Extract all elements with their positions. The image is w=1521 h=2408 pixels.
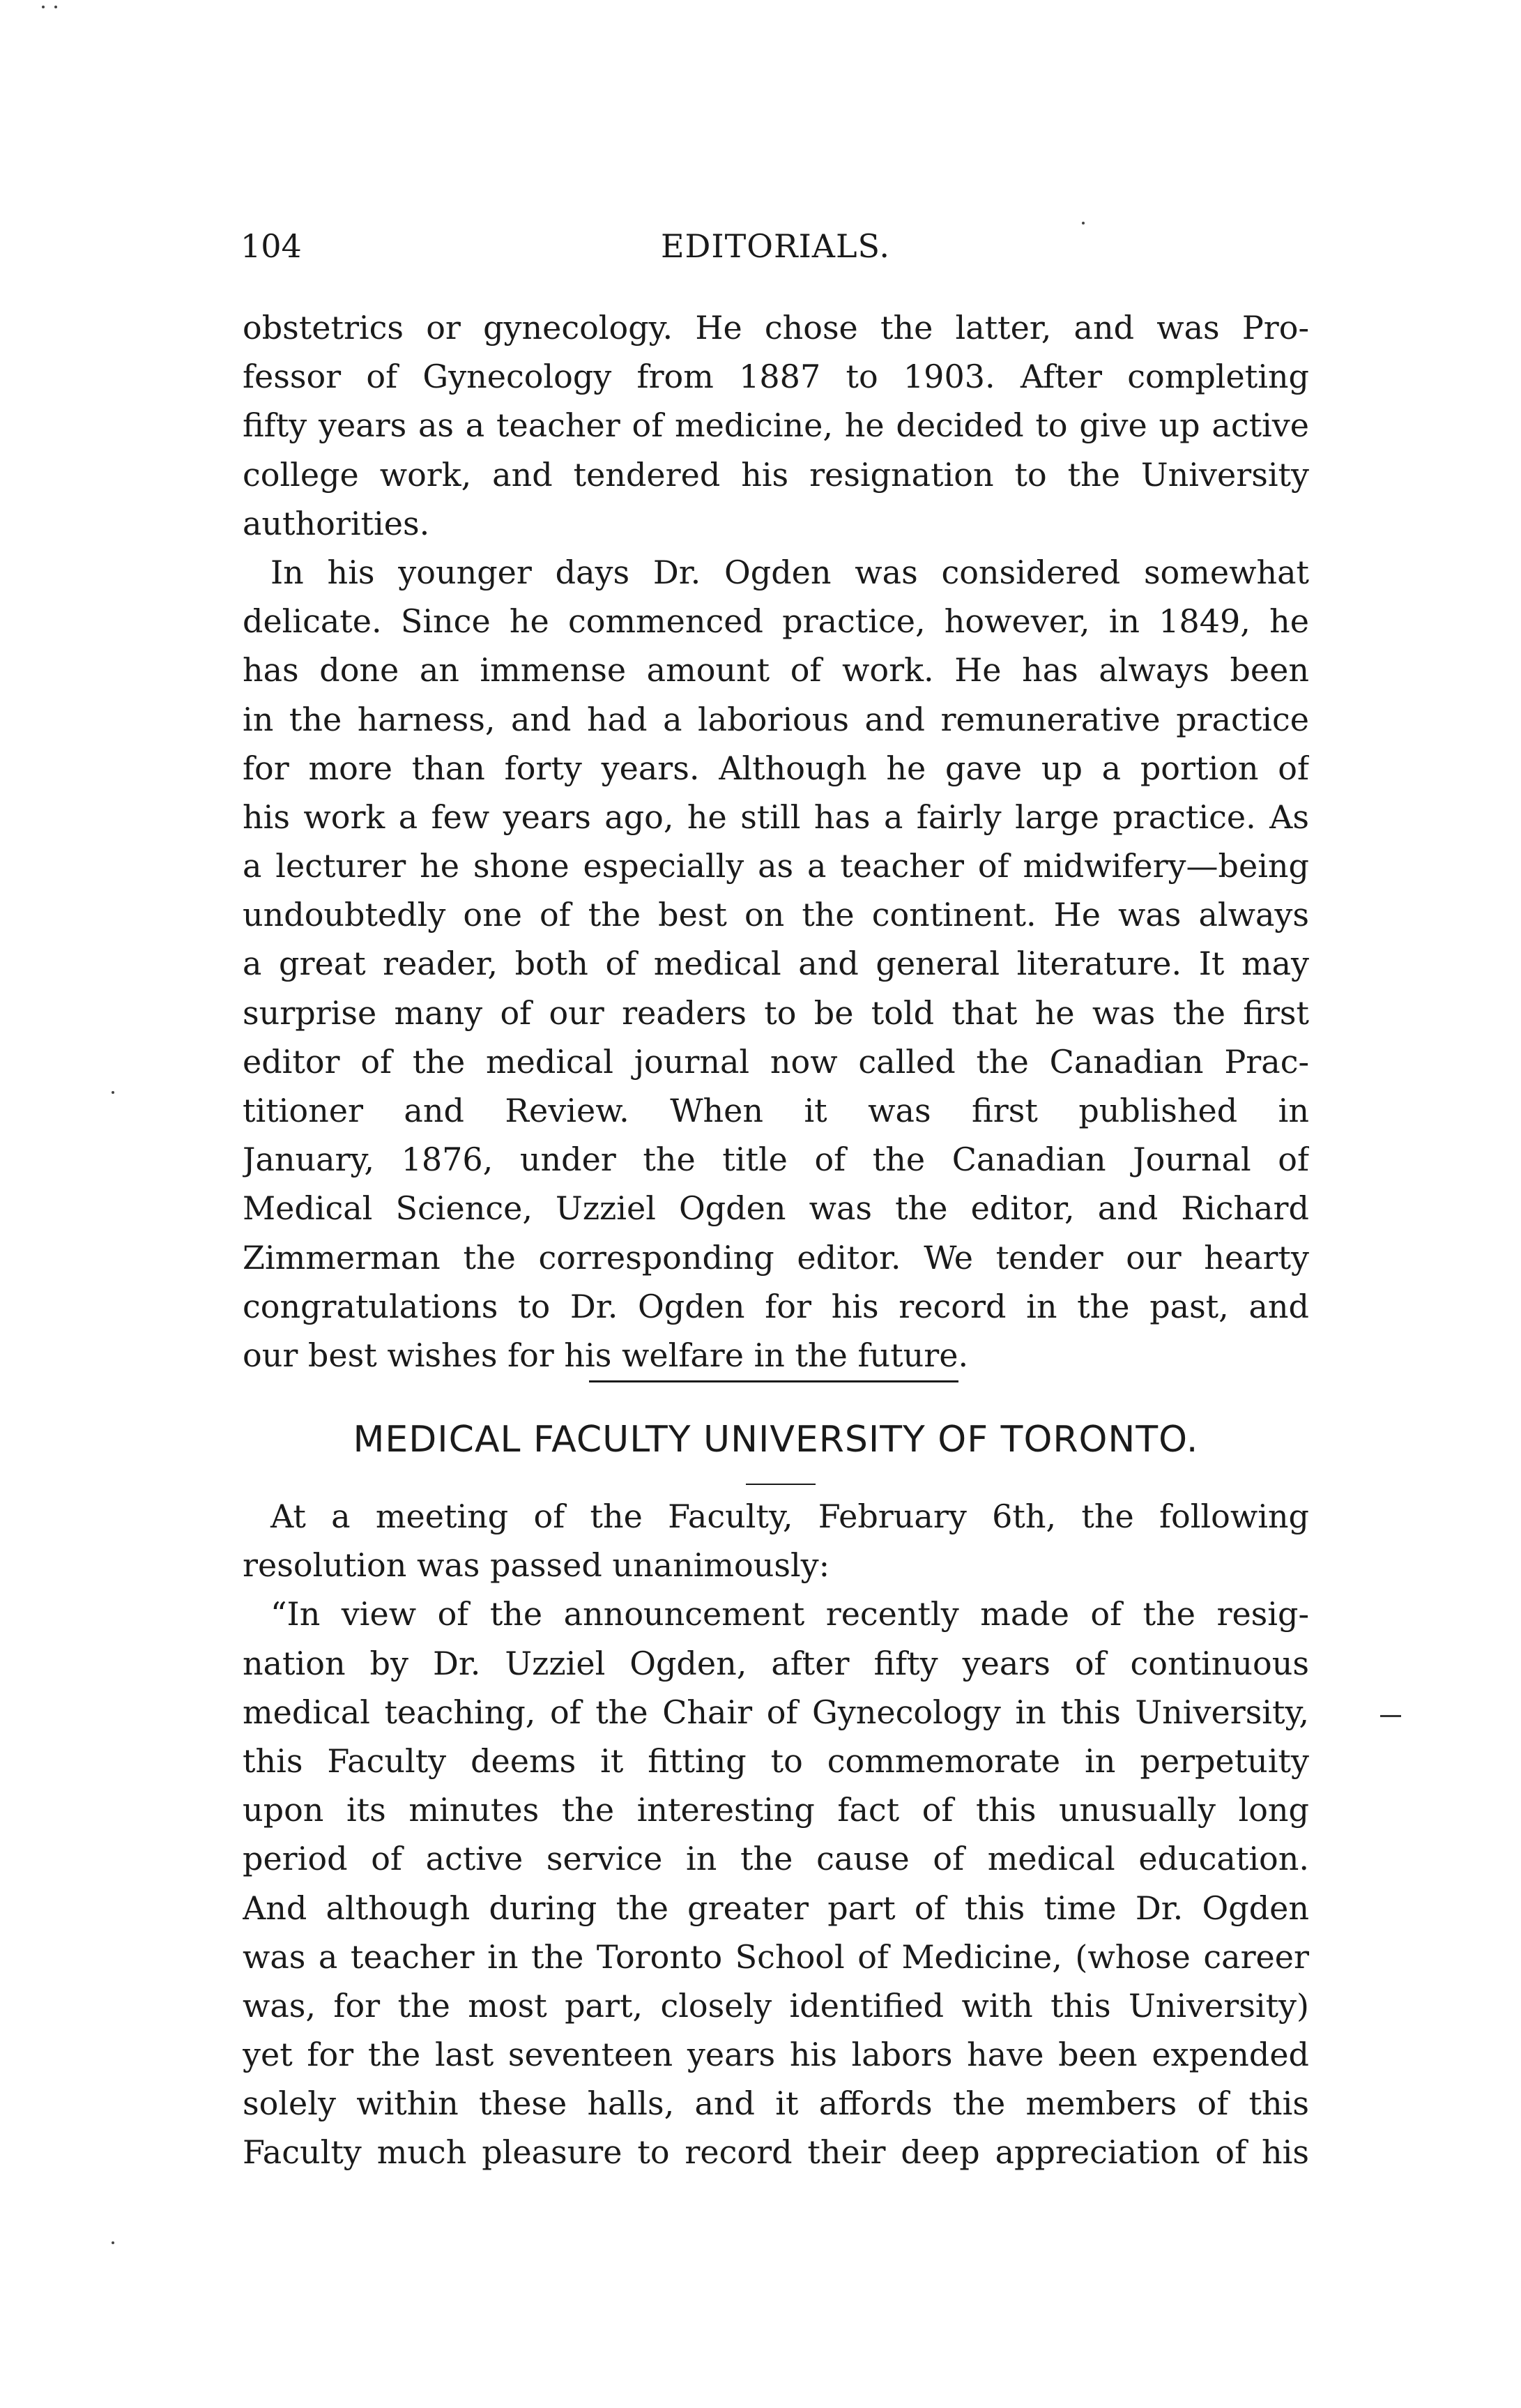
- text-line: authorities.: [243, 504, 430, 542]
- text-line: has done an immense amount of work. He has always been: [243, 651, 1309, 689]
- text-line: a great reader, both of medical and general literature. It may: [243, 945, 1309, 983]
- text-line: solely within these halls, and it affords the members of this: [243, 2085, 1309, 2123]
- text-line: fifty years as a teacher of medicine, he decided to give up active: [243, 406, 1309, 445]
- text-line: Zimmerman the corresponding editor. We tender our hearty: [243, 1238, 1309, 1277]
- text-line: college work, and tendered his resignation to the University: [243, 455, 1309, 494]
- page-number: 104: [240, 227, 302, 265]
- text-line: editor of the medical journal now called the Canadian Prac-: [243, 1042, 1309, 1081]
- text-line: yet for the last seventeen years his labors have been expended: [243, 2036, 1309, 2074]
- text-line: At a meeting of the Faculty, February 6th, the following: [270, 1498, 1309, 1535]
- text-line: resolution was passed unanimously:: [243, 1546, 830, 1585]
- text-line: his work a few years ago, he still has a fairly large practice. As: [243, 798, 1309, 836]
- text-line: in the harness, and had a laborious and remunerative practice: [243, 700, 1309, 738]
- text-line: Medical Science, Uzziel Ogden was the editor, and Richard: [243, 1189, 1309, 1228]
- page-header: [240, 222, 1310, 270]
- text-line: delicate. Since he commenced practice, however, in 1849, he: [243, 602, 1309, 641]
- text-line: period of active service in the cause of medical education.: [243, 1840, 1309, 1878]
- text-line: January, 1876, under the title of the Canadian Journal of: [243, 1141, 1309, 1179]
- text-line: upon its minutes the interesting fact of this unusually long: [243, 1791, 1309, 1829]
- text-line: obstetrics or gynecology. He chose the latter, and was Pro-: [243, 309, 1309, 346]
- text-line: a lecturer he shone especially as a teacher of midwifery—being: [243, 847, 1309, 885]
- section-title: MEDICAL FACULTY UNIVERSITY OF TORONTO.: [353, 1419, 1199, 1461]
- text-line: titioner and Review. When it was first published in: [243, 1092, 1309, 1129]
- text-line: surprise many of our readers to be told that he was the first: [243, 993, 1309, 1032]
- text-line: nation by Dr. Uzziel Ogden, after fifty years of continuous: [243, 1644, 1309, 1682]
- text-line: In his younger days Dr. Ogden was considered somewhat: [270, 553, 1309, 591]
- scan-speck: [1082, 222, 1085, 224]
- faculty-resolution-text: [243, 1492, 1309, 2177]
- text-line: undoubtedly one of the best on the continent. He was always: [243, 896, 1309, 934]
- scan-speck: [54, 6, 57, 8]
- text-line: And although during the greater part of this time Dr. Ogden: [243, 1889, 1309, 1927]
- text-line: was a teacher in the Toronto School of Medicine, (whose career: [243, 1937, 1309, 1976]
- scan-speck: [112, 2241, 114, 2244]
- text-line: congratulations to Dr. Ogden for his record in the past, and: [243, 1287, 1309, 1325]
- margin-mark: [1380, 1715, 1401, 1717]
- text-line: Faculty much pleasure to record their deep appreciation of his: [243, 2133, 1309, 2172]
- title-underline-rule: [746, 1484, 816, 1485]
- text-line: “In view of the announcement recently made of the resig-: [270, 1595, 1309, 1633]
- editorial-text-continued: [243, 303, 1309, 1380]
- text-line: for more than forty years. Although he gave up a portion of: [243, 749, 1309, 787]
- text-line: medical teaching, of the Chair of Gynecology in this University,: [243, 1693, 1309, 1731]
- scan-speck: [42, 6, 45, 8]
- scan-speck: [112, 1091, 114, 1094]
- text-line: was, for the most part, closely identified with this University): [243, 1986, 1309, 2025]
- text-line: our best wishes for his welfare in the future.: [243, 1336, 969, 1374]
- text-line: this Faculty deems it fitting to commemorate in perpetuity: [243, 1742, 1309, 1780]
- section-divider-rule: [589, 1380, 958, 1382]
- running-head: EDITORIALS.: [660, 227, 891, 265]
- text-line: fessor of Gynecology from 1887 to 1903. After completing: [243, 358, 1309, 396]
